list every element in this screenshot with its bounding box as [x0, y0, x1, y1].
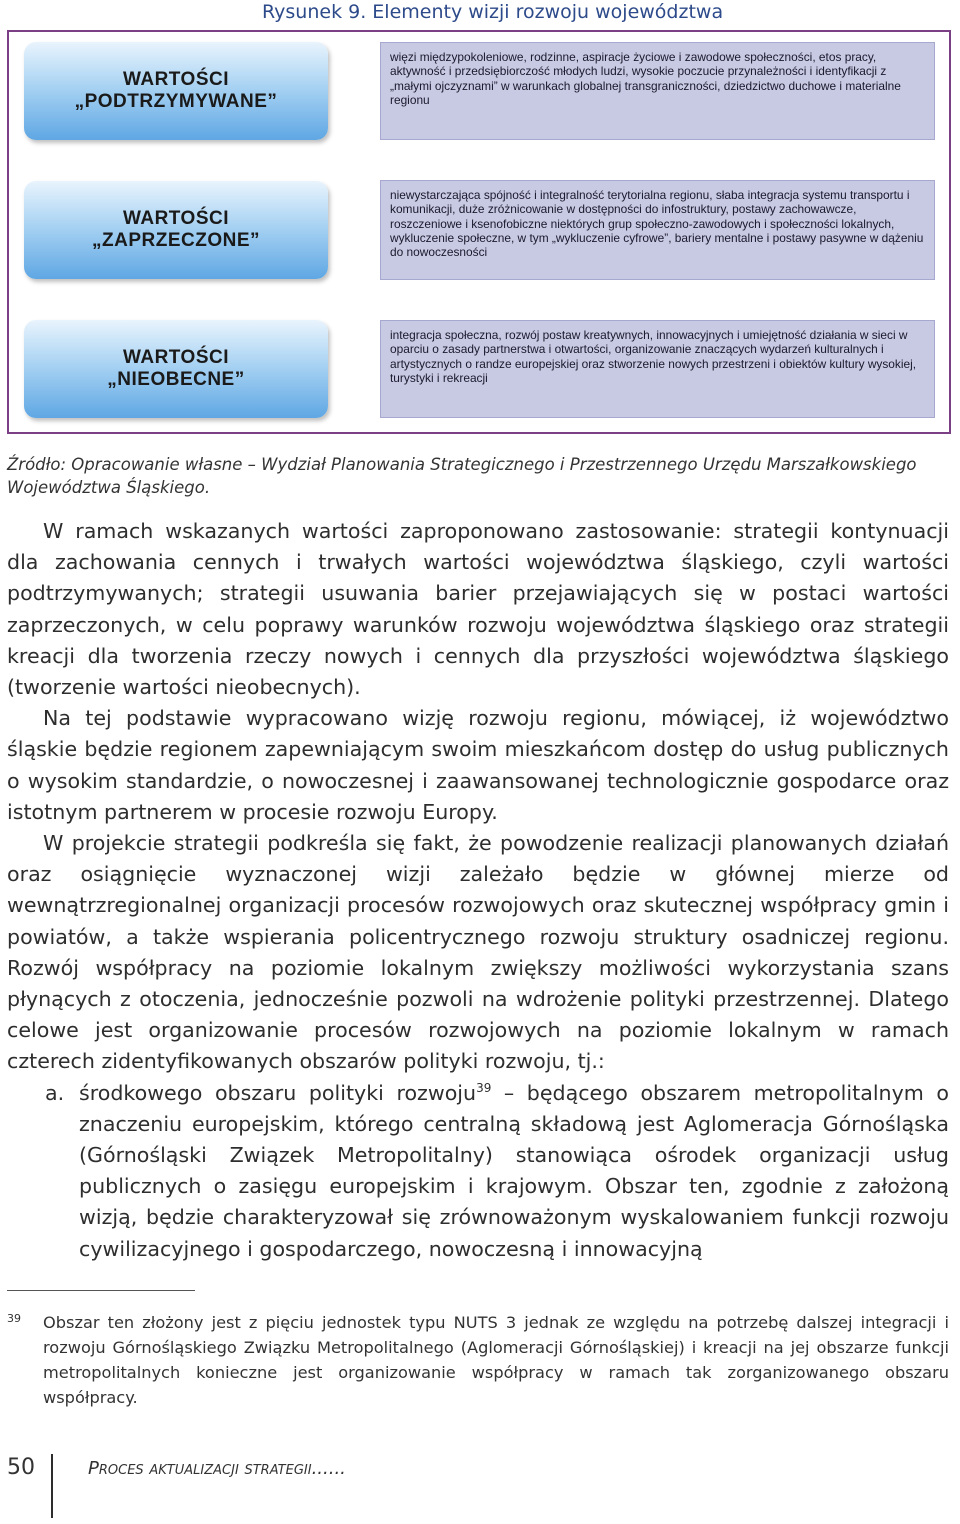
vision-elements-figure — [7, 30, 951, 434]
label-line1: WARTOŚCI — [122, 208, 230, 229]
footnote-ref[interactable]: 39 — [476, 1080, 492, 1095]
list-item-a — [7, 1078, 949, 1265]
figure-caption: Rysunek 9. Elementy wizji rozwoju województwa — [262, 1, 724, 23]
running-head: Proces aktualizacji strategii...... — [88, 1458, 346, 1479]
paragraph-1: W ramach wskazanych wartości zaproponowano zastosowanie: strategii kontynuacji dla zachowania cennych i trwałych wartości województwa śląskiego, czyli wartości podtrzymywanych; strategii usuwania barier przejawiających się w postaci wartości zaprzeczonych, w celu poprawy warunków rozwoju województwa śląskiego oraz strategii kreacji dla tworzenia rzeczy nowych i cennych dla przyszłości województwa śląskiego (tworzenie wartości nieobecnych). — [7, 519, 949, 700]
footer-divider — [51, 1454, 53, 1518]
description-box-podtrzymywane: więzi międzypokoleniowe, rodzinne, aspiracje życiowe i zawodowe społeczności, etos pracy, aktywność i przedsiębiorczość młodych ludzi, wysokie poczucie przynależności i identyfikacji z „małymi ojczyznami” w warunkach globalnej transgraniczności, dziedzictwo duchowe i materialne regionu — [380, 42, 935, 140]
page-number: 50 — [7, 1455, 35, 1480]
footnote-number: 39 — [7, 1312, 21, 1325]
paragraph-3: W projekcie strategii podkreśla się fakt, że powodzenie realizacji planowanych działań oraz osiągnięcie wyznaczonej wizji zależało będzie w głównej mierze od wewnątrzregionalnej organizacji procesów rozwojowych oraz skutecznej współpracy gmin i powiatów, a także wspierania policentrycznego rozwoju struktury osadniczej regionu. Rozwój współpracy na poziomie lokalnym zwiększy możliwości wykorzystania szans płynących z otoczenia, jednocześnie pozwoli na wdrożenie polityki przestrzennej. Dlatego celowe jest organizowanie procesów rozwojowych na poziomie lokalnym w ramach czterech zidentyfikowanych obszarów polityki rozwoju, tj.: — [7, 831, 949, 1074]
body-text — [7, 516, 949, 1265]
label-line1: WARTOŚCI — [122, 347, 230, 368]
footnote-text: Obszar ten złożony jest z pięciu jednostek typu NUTS 3 jednak ze względu na potrzebę dalszej integracji i rozwoju Górnośląskiego Związku Metropolitalnego (Aglomeracji Górnośląskiej) i kreacji na jej obszarze funkcji metropolitalnych konieczne jest organizowanie współpracy w ramach tak zorganizowanego obszaru współpracy. — [43, 1313, 949, 1407]
footnote-divider — [7, 1290, 195, 1291]
label-box-podtrzymywane — [24, 42, 328, 140]
footnote — [7, 1310, 949, 1410]
figure-source: Źródło: Opracowanie własne – Wydział Planowania Strategicznego i Przestrzennego Urzędu Marszałkowskiego Województwa Śląskiego. — [7, 455, 917, 497]
label-line1: WARTOŚCI — [122, 69, 230, 90]
label-line2: „PODTRZYMYWANE” — [74, 91, 278, 112]
list-marker: a. — [45, 1080, 65, 1105]
description-box-zaprzeczone: niewystarczająca spójność i integralność terytorialna regionu, słaba integracja systemu transportu i komunikacji, duże zróżnicowanie w dostępności do infostruktury, postawy zachowawcze, roszczeniowe i ksenofobiczne niektórych grup społeczno-zawodowych i społeczności lokalnych, wykluczenie społeczne, w tym „wykluczenie cyfrowe”, bariery mentalne i postawy pasywne w dążeniu do nowoczesności — [380, 180, 935, 280]
label-line2: „ZAPRZECZONE” — [92, 230, 260, 251]
description-box-nieobecne: integracja społeczna, rozwój postaw kreatywnych, innowacyjnych i umiejętność działania w sieci w oparciu o zasady partnerstwa i otwartości, organizowanie znaczących wydarzeń kulturalnych i artystycznych o randze europejskiej oraz stworzenie nowych przestrzeni i obiektów kultury wysokiej, turystyki i rekreacji — [380, 320, 935, 418]
label-box-nieobecne — [24, 320, 328, 418]
label-box-zaprzeczone — [24, 181, 328, 279]
list-text-before: środkowego obszaru polityki rozwoju — [79, 1080, 477, 1105]
list-content — [79, 1078, 949, 1265]
paragraph-2: Na tej podstawie wypracowano wizję rozwoju regionu, mówiącej, iż województwo śląskie będzie regionem zapewniającym swoim mieszkańcom dostęp do usług publicznych o wysokim standardzie, o nowoczesnej i zaawansowanej technologicznie gospodarce oraz istotnym partnerem w procesie rozwoju Europy. — [7, 706, 949, 824]
label-line2: „NIEOBECNE” — [107, 369, 245, 390]
list-text-after: – będącego obszarem metropolitalnym o znaczeniu europejskim, którego centralną składową jest Aglomeracja Górnośląska (Górnośląski Związek Metropolitalny) stanowiąca ośrodek organizacji usług publicznych o zasięgu europejskim i krajowym. Obszar ten, zgodnie z założoną wizją, będzie charakteryzował się zrównoważonym wyskalowaniem funkcji rozwoju cywilizacyjnego i gospodarczego, nowoczesną i innowacyjną — [79, 1080, 949, 1261]
